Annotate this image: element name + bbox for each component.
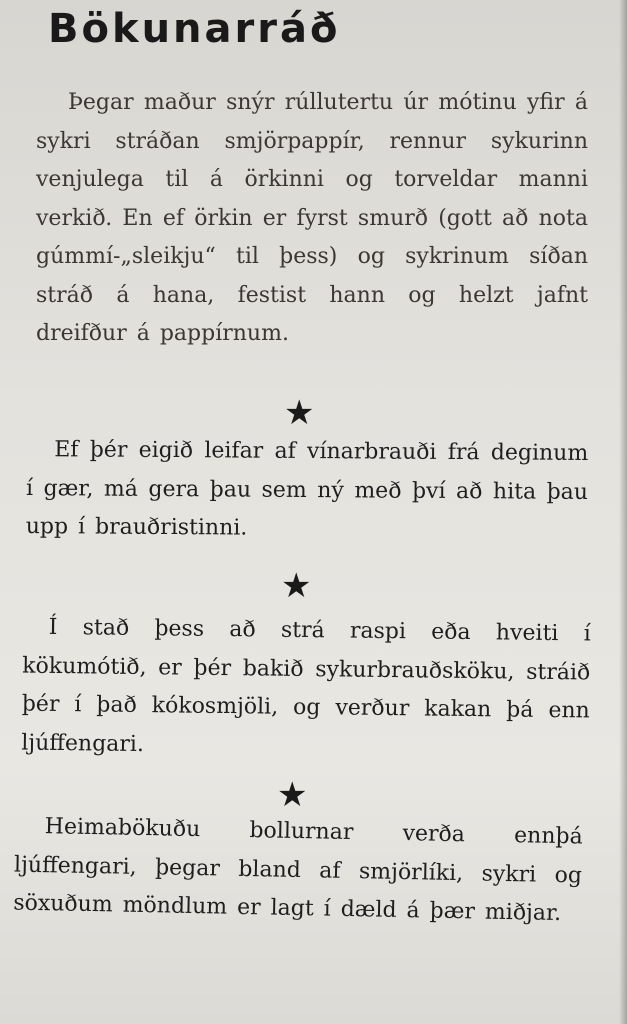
- tip-paragraph-2: Ef þér eigið leifar af vínarbrauði frá deginum í gær, má gera þau sem ný með því að hita þau upp í brauðristinni.: [25, 437, 589, 541]
- page-title: Bökunarráð: [48, 6, 341, 52]
- star-icon: ★: [284, 393, 315, 433]
- page-edge-shadow: [619, 0, 627, 1024]
- tip-paragraph-1: Þegar maður snýr rúllutertu úr mótinu yfir á sykri stráðan smjörpappír, rennur sykurinn venjulega til á örkinni og torveldar manni verkið. En ef örkin er fyrst smurð (gott að nota gúmmí-„sleikju“ til þess) og sykrinum síðan stráð á hana, festist hann og helzt jafnt dreifður á pappírnum.: [36, 90, 588, 346]
- tip-paragraph-4: Heimabökuðu bollurnar verða ennþá ljúffengari, þegar bland af smjörlíki, sykri og söxuðum möndlum er lagt í dæld á þær miðjar.: [13, 814, 583, 927]
- tip-paragraph-3: Í stað þess að strá raspi eða hveiti í kökumótið, er þér bakið sykurbrauðsköku, stráið þér í það kókosmjöli, og verður kakan þá enn ljúffengari.: [21, 614, 591, 757]
- star-icon: ★: [277, 775, 308, 815]
- star-icon: ★: [281, 566, 312, 606]
